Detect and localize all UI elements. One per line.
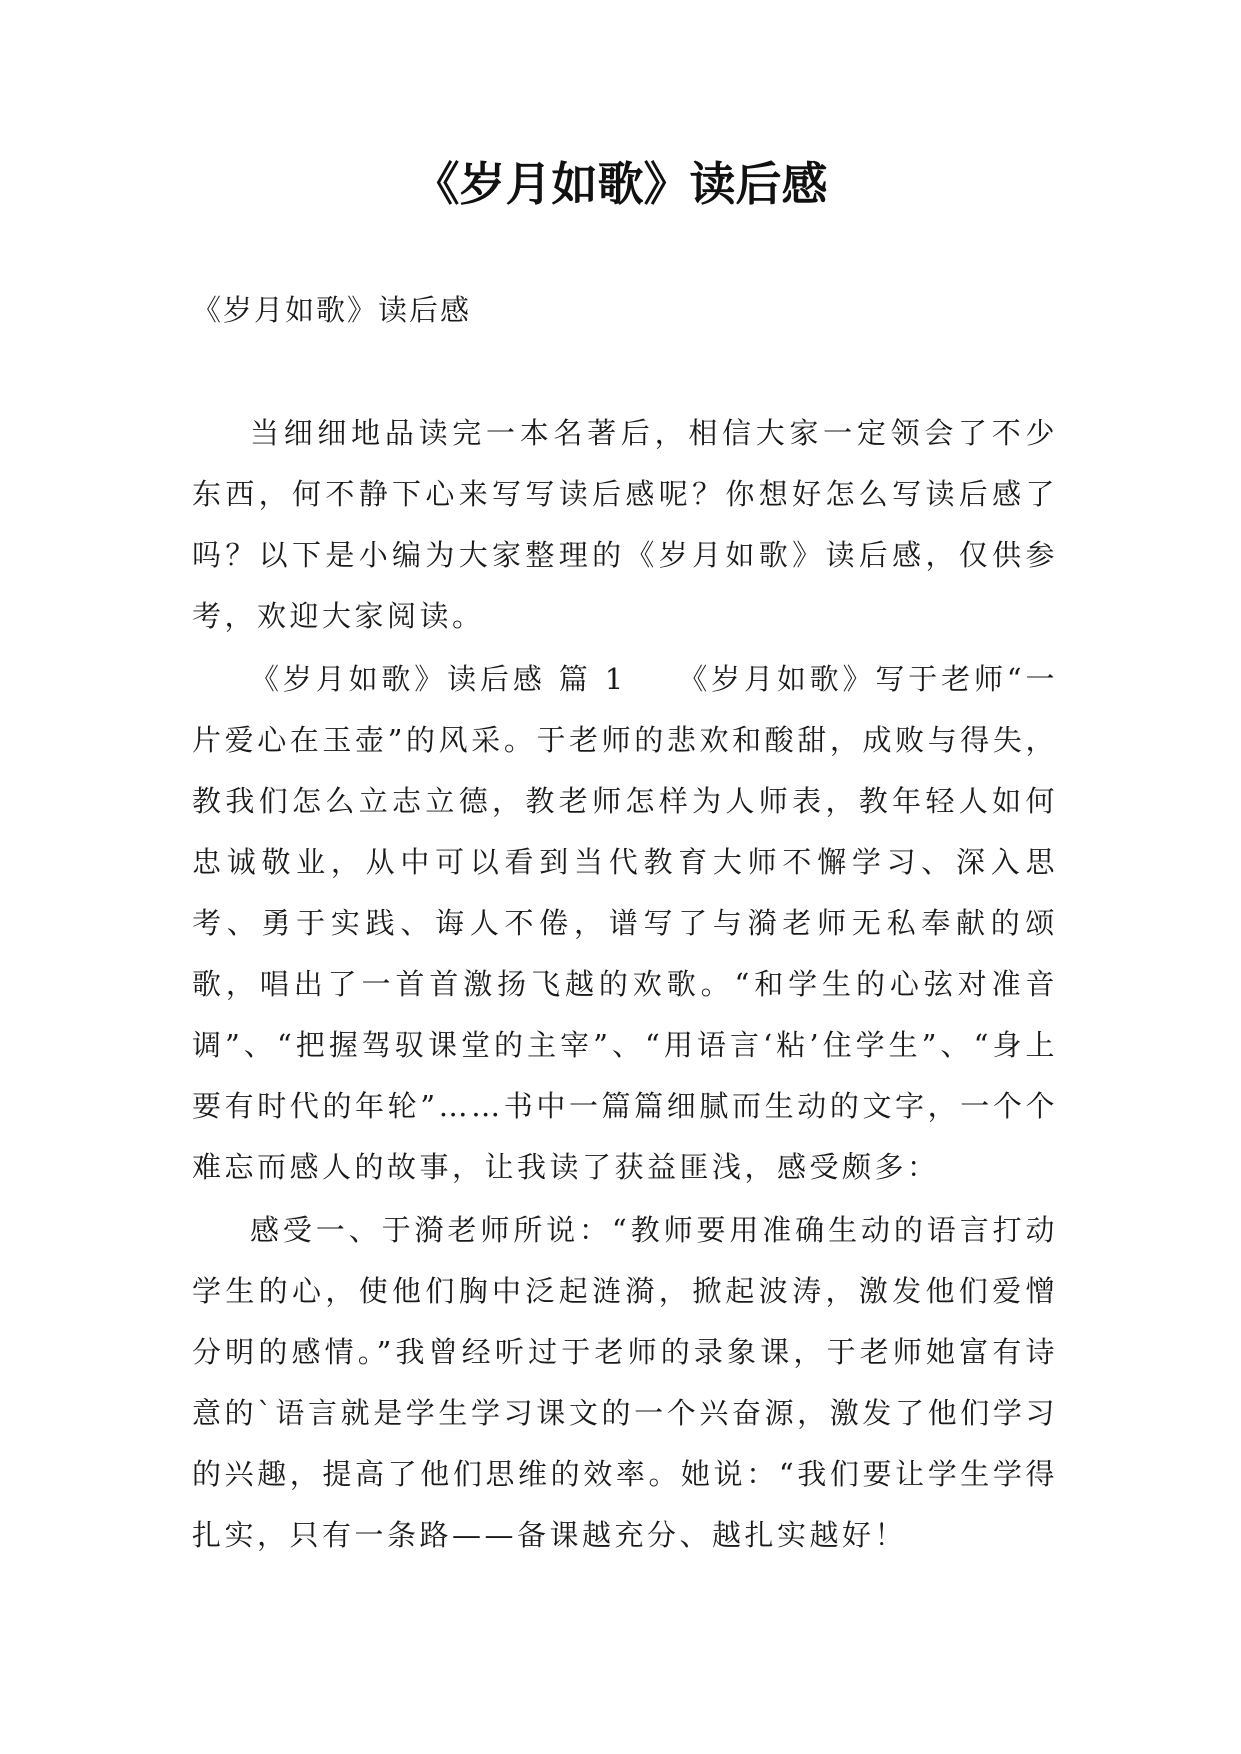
paragraph-part-1: 《岁月如歌》读后感 篇 1 《岁月如歌》写于老师“一片爱心在玉壶”的风采。于老师的悲欢和酸甜，成败与得失，教我们怎么立志立德，教老师怎样为人师表，教年轻人如何忠诚敬业，从中可以看到当代教育大师不懈学习、深入思考、勇于实践、诲人不倦，谱写了与漪老师无私奉献的颂歌，唱出了一首首激扬飞越的欢歌。“和学生的心弦对准音调”、“把握驾驭课堂的主宰”、“用语言‘粘’住学生”、“身上要有时代的年轮”……书中一篇篇细腻而生动的文字，一个个难忘而感人的故事，让我读了获益匪浅，感受颇多： [192, 662, 1058, 1184]
document-title: 《岁月如歌》读后感 [413, 157, 828, 211]
document-subtitle: 《岁月如歌》读后感 [192, 293, 472, 327]
paragraph-intro: 当细细地品读完一本名著后，相信大家一定领会了不少东西，何不静下心来写写读后感呢？你想好怎么写读后感了吗？以下是小编为大家整理的《岁月如歌》读后感，仅供参考，欢迎大家阅读。 [192, 416, 1058, 633]
document-body [192, 280, 1058, 1566]
paragraph-feeling-1: 感受一、于漪老师所说：“教师要用准确生动的语言打动学生的心，使他们胸中泛起涟漪，掀起波涛，激发他们爱憎分明的感情。”我曾经听过于老师的录象课，于老师她富有诗意的`语言就是学生学习课文的一个兴奋源，激发了他们学习的兴趣，提高了他们思维的效率。她说：“我们要让学生学得扎实，只有一条路——备课越充分、越扎实越好！ [192, 1213, 1058, 1552]
